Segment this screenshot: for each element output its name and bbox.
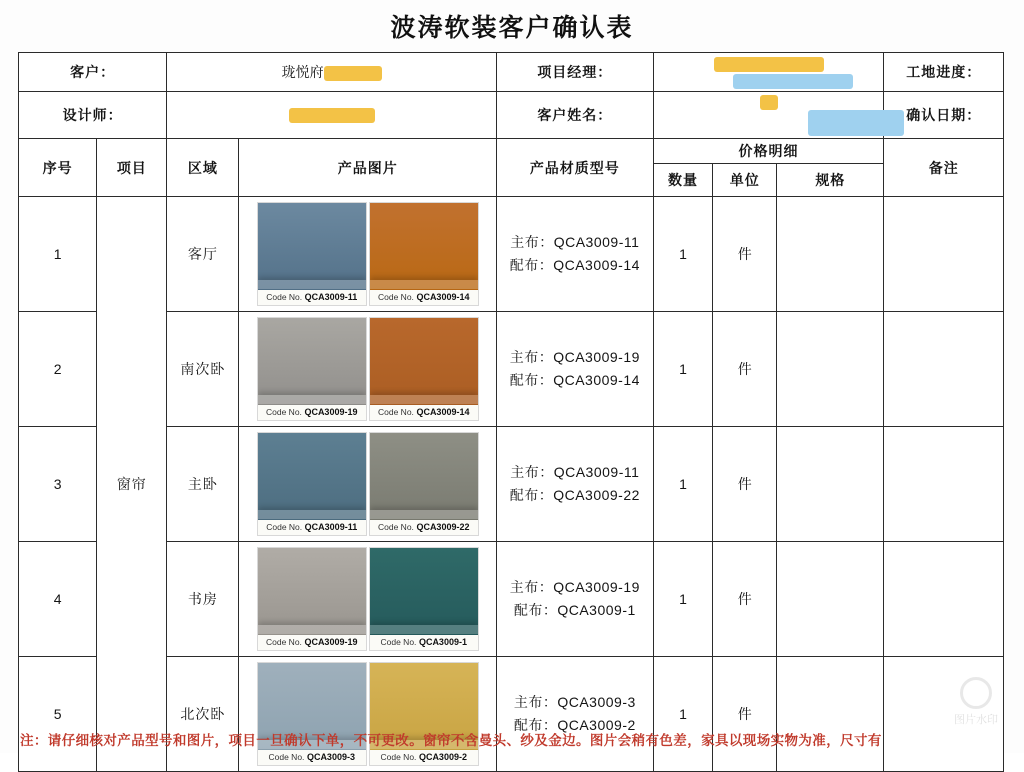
fabric-swatch (257, 432, 367, 536)
sub-fabric-code: QCA3009-14 (553, 372, 640, 389)
main-fabric-label: 主布： (513, 693, 558, 710)
fabric-swatch (257, 202, 367, 306)
sub-fabric-code: QCA3009-14 (553, 257, 640, 274)
redaction-mark (714, 57, 824, 72)
progress-label: 工地进度： (884, 53, 1004, 92)
row-unit: 件 (713, 427, 777, 542)
row-swatches (239, 657, 497, 772)
row-region: 南次卧 (167, 312, 239, 427)
row-qty: 1 (653, 427, 713, 542)
row-model (497, 542, 654, 657)
sub-fabric-code: QCA3009-22 (553, 487, 640, 504)
row-remark (884, 657, 1004, 772)
redaction-mark (733, 74, 853, 89)
manager-value (653, 53, 884, 92)
fabric-fold (370, 280, 478, 289)
fabric-swatch (369, 547, 479, 651)
row-swatches (239, 312, 497, 427)
client-name-value (653, 91, 884, 139)
row-qty: 1 (653, 542, 713, 657)
row-swatches (239, 542, 497, 657)
row-unit: 件 (713, 197, 777, 312)
row-qty: 1 (653, 197, 713, 312)
row-unit: 件 (713, 542, 777, 657)
column-header-row-1 (19, 139, 1004, 164)
page-title: 波涛软装客户确认表 (390, 15, 634, 42)
confirm-date-label: 确认日期： (884, 91, 1004, 139)
fabric-fold (258, 280, 366, 289)
swatch-code: Code No. QCA3009-14 (370, 405, 478, 420)
col-price-group: 价格明细 (653, 139, 884, 164)
row-model (497, 657, 654, 772)
main-fabric-label: 主布： (509, 578, 554, 595)
redaction-mark (760, 95, 778, 110)
fabric-swatch (369, 202, 479, 306)
main-fabric-label: 主布： (510, 233, 554, 250)
row-qty: 1 (653, 657, 713, 772)
row-region: 北次卧 (167, 657, 239, 772)
header-row-1 (19, 53, 1004, 92)
fabric-swatch (369, 662, 479, 766)
main-fabric-code: QCA3009-11 (553, 233, 640, 250)
fabric-fold (258, 510, 366, 519)
fabric-swatch (369, 432, 479, 536)
row-qty: 1 (653, 312, 713, 427)
sub-fabric-label: 配布： (513, 602, 558, 619)
row-model (497, 427, 654, 542)
fabric-swatch (257, 547, 367, 651)
fabric-swatch (257, 662, 367, 766)
row-region: 客厅 (167, 197, 239, 312)
main-fabric-code: QCA3009-19 (553, 348, 640, 365)
row-unit: 件 (713, 657, 777, 772)
col-image: 产品图片 (239, 139, 497, 197)
fabric-swatch (369, 317, 479, 421)
customer-value-text: 珑悦府 (281, 63, 324, 80)
swatch-code: Code No. QCA3009-19 (258, 635, 366, 650)
row-index: 2 (19, 312, 97, 427)
row-remark (884, 197, 1004, 312)
row-index: 5 (19, 657, 97, 772)
row-spec (777, 312, 884, 427)
main-fabric-code: QCA3009-3 (557, 693, 636, 710)
fabric-fold (258, 625, 366, 634)
main-fabric-label: 主布： (510, 463, 554, 480)
header-row-2 (19, 91, 1004, 139)
row-unit: 件 (713, 312, 777, 427)
footnote: 注：请仔细核对产品型号和图片，项目一旦确认下单，不可更改。窗帘不含曼头、纱及金边。图片会稍有色差，家具以现场实物为准，尺寸有 (20, 733, 882, 748)
col-model: 产品材质型号 (497, 139, 654, 197)
row-spec (777, 542, 884, 657)
col-spec: 规格 (777, 164, 884, 197)
redaction-mark (324, 66, 382, 81)
col-qty: 数量 (653, 164, 713, 197)
swatch-code: Code No. QCA3009-11 (258, 290, 366, 305)
table-row (19, 312, 1004, 427)
col-project: 项目 (97, 139, 167, 197)
fabric-fold (370, 510, 478, 519)
watermark-text: 图片水印 (954, 714, 998, 726)
col-remark: 备注 (884, 139, 1004, 197)
row-index: 4 (19, 542, 97, 657)
sub-fabric-label: 配布： (509, 372, 554, 389)
row-model (497, 312, 654, 427)
table-row (19, 197, 1004, 312)
row-spec (777, 657, 884, 772)
row-remark (884, 542, 1004, 657)
designer-label: 设计师： (19, 91, 167, 139)
row-index: 1 (19, 197, 97, 312)
sub-fabric-label: 配布： (509, 257, 554, 274)
designer-value (167, 91, 497, 139)
swatch-code: Code No. QCA3009-14 (370, 290, 478, 305)
swatch-code: Code No. QCA3009-22 (370, 520, 478, 535)
swatch-code: Code No. QCA3009-11 (258, 520, 366, 535)
customer-label: 客户： (19, 53, 167, 92)
row-spec (777, 197, 884, 312)
main-fabric-code: QCA3009-19 (553, 578, 640, 595)
swatch-code: Code No. QCA3009-1 (370, 635, 478, 650)
swatch-code: Code No. QCA3009-3 (258, 750, 366, 765)
row-swatches (239, 427, 497, 542)
table-row (19, 427, 1004, 542)
sub-fabric-label: 配布： (509, 487, 554, 504)
confirmation-table (18, 52, 1004, 772)
swatch-code: Code No. QCA3009-19 (258, 405, 366, 420)
sub-fabric-label: 配布： (513, 717, 558, 734)
col-unit: 单位 (713, 164, 777, 197)
table-row (19, 657, 1004, 772)
redaction-mark (289, 108, 375, 123)
row-swatches (239, 197, 497, 312)
row-spec (777, 427, 884, 542)
project-name: 窗帘 (97, 197, 167, 772)
sub-fabric-code: QCA3009-2 (557, 717, 636, 734)
fabric-fold (370, 395, 478, 404)
row-remark (884, 312, 1004, 427)
main-fabric-label: 主布： (509, 348, 554, 365)
client-name-label: 客户姓名： (497, 91, 654, 139)
sub-fabric-code: QCA3009-1 (557, 602, 636, 619)
row-remark (884, 427, 1004, 542)
row-region: 书房 (167, 542, 239, 657)
col-region: 区域 (167, 139, 239, 197)
fabric-fold (370, 625, 478, 634)
main-fabric-code: QCA3009-11 (553, 463, 640, 480)
row-region: 主卧 (167, 427, 239, 542)
row-model (497, 197, 654, 312)
redaction-mark (808, 110, 904, 136)
row-index: 3 (19, 427, 97, 542)
fabric-swatch (257, 317, 367, 421)
col-index: 序号 (19, 139, 97, 197)
table-row (19, 542, 1004, 657)
swatch-code: Code No. QCA3009-2 (370, 750, 478, 765)
customer-value (167, 53, 497, 92)
fabric-fold (258, 395, 366, 404)
manager-label: 项目经理： (497, 53, 654, 92)
